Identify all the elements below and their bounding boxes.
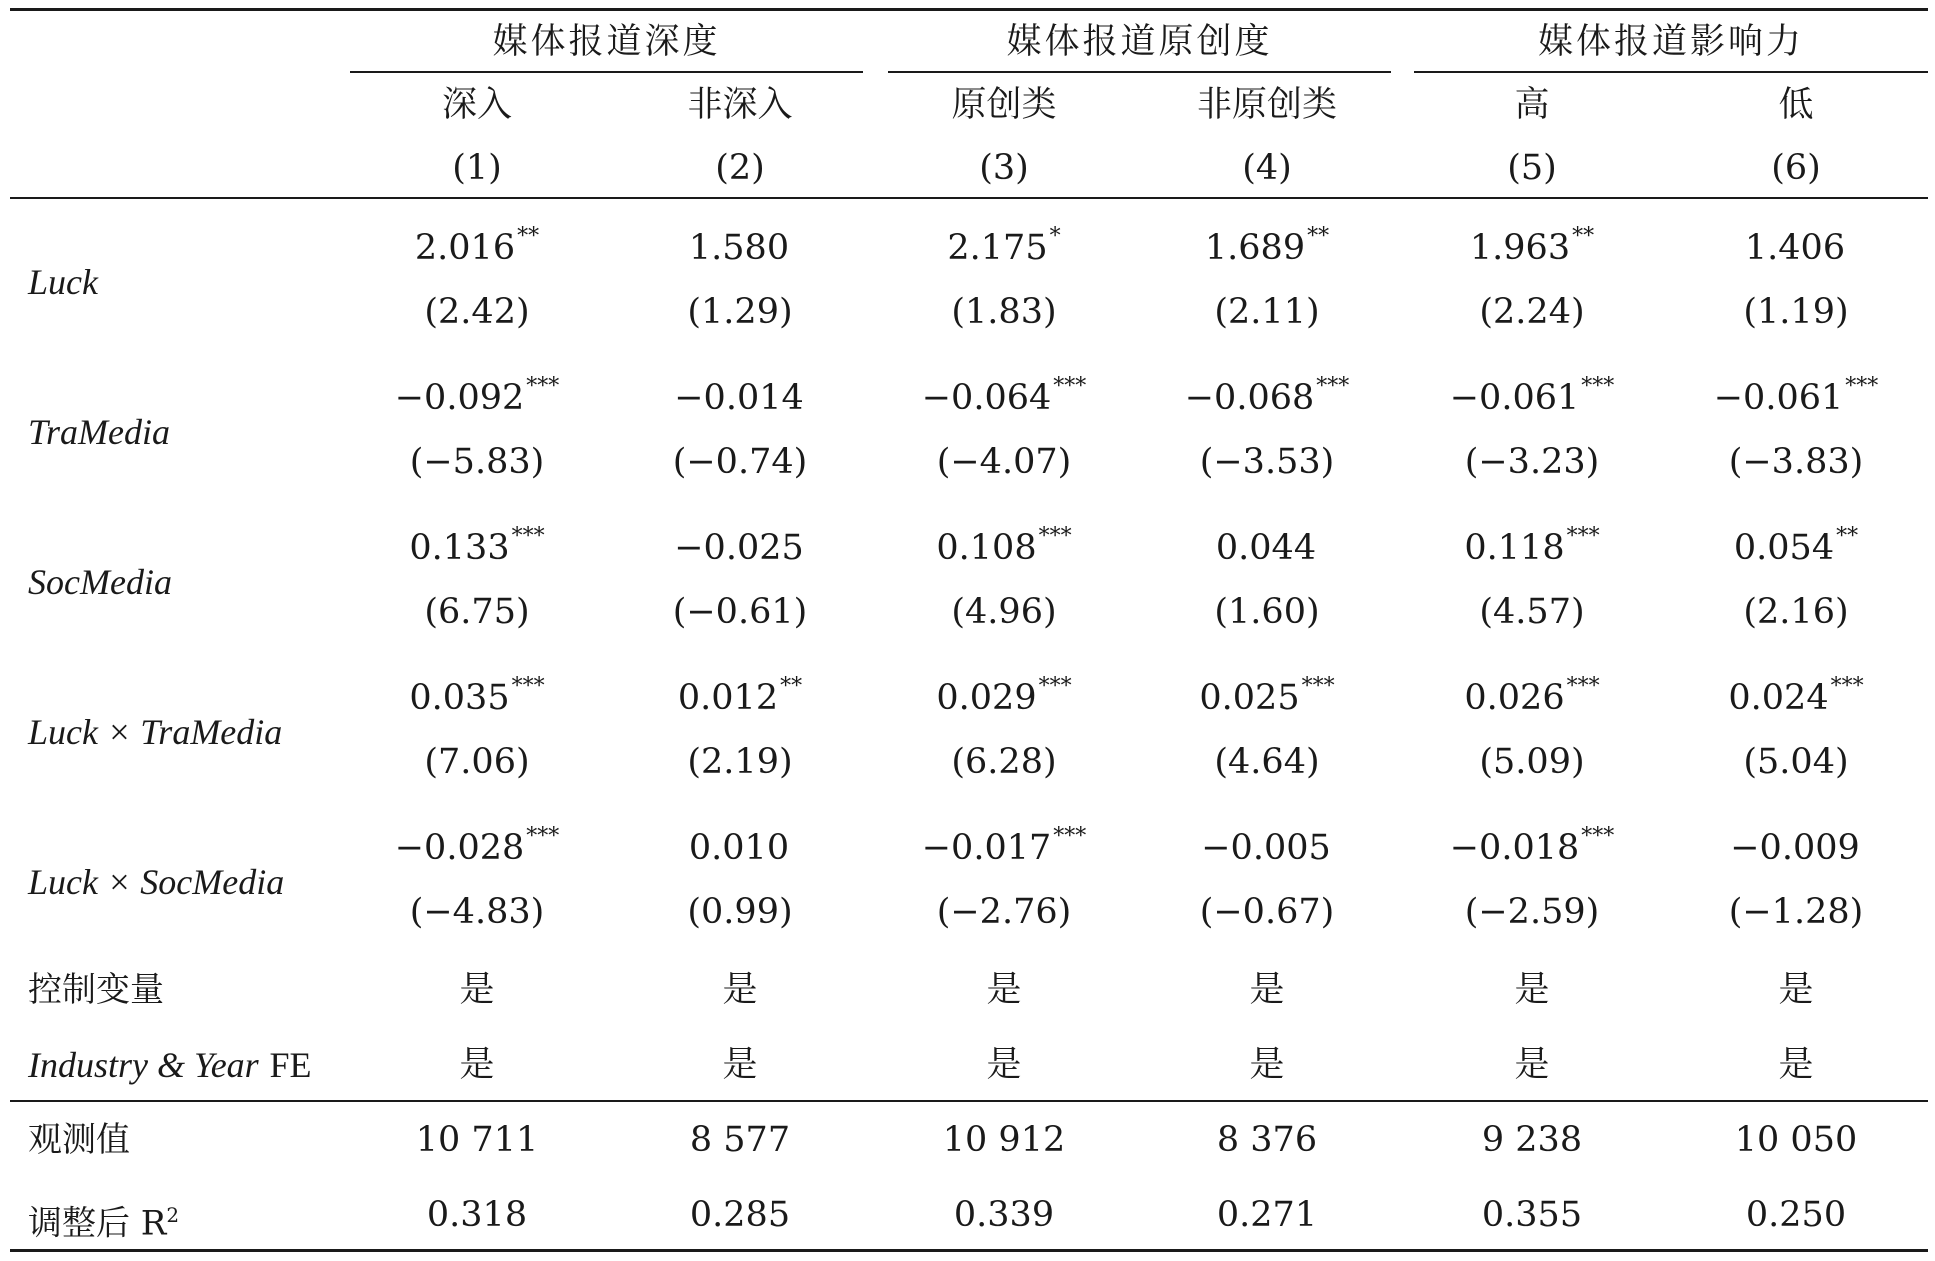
t-stat-cell: (1.29) (687, 292, 793, 332)
coefficient-value: 1.406 (1744, 228, 1846, 268)
controls-cell: 是 (1778, 970, 1814, 1010)
coefficient-cell (1142, 655, 1392, 719)
coefficient-cell (879, 505, 1129, 569)
coefficient-value: −0.028 (394, 828, 525, 868)
coefficient-value: 0.035 (409, 678, 510, 718)
coefficient-value: 0.108 (936, 528, 1037, 568)
coefficient-cell (615, 205, 865, 269)
coefficient-value: −0.061 (1713, 378, 1844, 418)
coefficient-cell (1671, 355, 1921, 419)
coefficient-value: −0.005 (1201, 828, 1331, 868)
coefficient-value: −0.064 (921, 378, 1052, 418)
adj-r2-label (28, 1183, 179, 1247)
column-number: (5) (1507, 148, 1557, 188)
t-stat-cell: (6.28) (951, 742, 1057, 782)
coefficient-cell (1407, 505, 1657, 569)
column-subheader: 非深入 (687, 85, 793, 125)
row-label: SocMedia (28, 562, 172, 602)
t-stat-cell: (2.19) (687, 742, 793, 782)
significance-stars: *** (1581, 824, 1615, 849)
t-stat-cell: (1.60) (1214, 592, 1320, 632)
significance-stars: *** (526, 824, 560, 849)
t-stat-cell: (2.16) (1743, 592, 1849, 632)
significance-stars: *** (1566, 524, 1600, 549)
coefficient-cell (879, 355, 1129, 419)
t-stat-cell: (5.09) (1479, 742, 1585, 782)
adj-r2-cell: 0.271 (1216, 1195, 1318, 1235)
coefficient-cell (352, 655, 602, 719)
coefficient-value: −0.017 (921, 828, 1052, 868)
adj-r2-cell: 0.339 (953, 1195, 1055, 1235)
adj-r2-superscript: 2 (166, 1203, 180, 1227)
bottom-rule (10, 1249, 1928, 1252)
coefficient-cell (879, 205, 1129, 269)
coefficient-value: 0.026 (1464, 678, 1565, 718)
t-stat-cell: (−3.83) (1728, 442, 1864, 482)
coefficient-value: 2.175 (947, 228, 1048, 268)
coefficient-value: −0.009 (1730, 828, 1860, 868)
adj-r2-cell: 0.250 (1745, 1195, 1847, 1235)
coefficient-value: 1.689 (1204, 228, 1306, 268)
significance-stars: ** (517, 224, 540, 249)
adj-r2-cell: 0.355 (1481, 1195, 1583, 1235)
coefficient-cell (879, 805, 1129, 869)
column-subheader: 原创类 (951, 85, 1057, 125)
coefficient-cell (1671, 505, 1921, 569)
coefficient-cell (1142, 805, 1392, 869)
adj-r2-cell: 0.318 (426, 1195, 528, 1235)
coefficient-value: 0.010 (688, 828, 790, 868)
observations-label: 观测值 (28, 1120, 130, 1160)
controls-cell: 是 (722, 970, 758, 1010)
t-stat-cell: (4.64) (1214, 742, 1320, 782)
t-stat-cell: (7.06) (424, 742, 530, 782)
observations-cell: 8 376 (1216, 1120, 1318, 1160)
controls-label: 控制变量 (28, 970, 164, 1010)
observations-cell: 9 238 (1481, 1120, 1583, 1160)
coefficient-cell (879, 655, 1129, 719)
t-stat-cell: (1.83) (951, 292, 1057, 332)
coefficient-cell (352, 355, 602, 419)
fe-cell: 是 (986, 1045, 1022, 1085)
coefficient-value: −0.092 (394, 378, 525, 418)
coefficient-cell (352, 505, 602, 569)
coefficient-cell (1142, 355, 1392, 419)
significance-stars: *** (1845, 374, 1879, 399)
significance-stars: *** (1053, 824, 1087, 849)
significance-stars: *** (1301, 674, 1335, 699)
coefficient-value: 0.044 (1215, 528, 1317, 568)
t-stat-cell: (−0.61) (672, 592, 808, 632)
t-stat-cell: (−2.76) (936, 892, 1072, 932)
t-stat-cell: (5.04) (1743, 742, 1849, 782)
coefficient-value: −0.014 (674, 378, 804, 418)
t-stat-cell: (1.19) (1743, 292, 1849, 332)
coefficient-value: −0.025 (674, 528, 804, 568)
t-stat-cell: (6.75) (424, 592, 530, 632)
column-number: (2) (715, 148, 765, 188)
significance-stars: ** (1836, 524, 1859, 549)
coefficient-value: −0.061 (1449, 378, 1580, 418)
fe-label-roman: FE (269, 1045, 312, 1085)
adj-r2-text: 调整后 R (28, 1203, 167, 1244)
significance-stars: *** (1830, 674, 1864, 699)
mid-rule (10, 1100, 1928, 1102)
fe-cell: 是 (1514, 1045, 1550, 1085)
significance-stars: *** (511, 674, 545, 699)
row-label: Luck × TraMedia (28, 712, 283, 752)
column-subheader: 低 (1778, 85, 1814, 125)
t-stat-cell: (−0.67) (1199, 892, 1335, 932)
coefficient-cell (1407, 205, 1657, 269)
significance-stars: *** (1566, 674, 1600, 699)
t-stat-cell: (−3.23) (1464, 442, 1600, 482)
significance-stars: *** (1581, 374, 1615, 399)
significance-stars: ** (1572, 224, 1595, 249)
t-stat-cell: (−2.59) (1464, 892, 1600, 932)
coefficient-cell (615, 355, 865, 419)
coefficient-value: 1.580 (688, 228, 790, 268)
controls-cell: 是 (1249, 970, 1285, 1010)
column-number: (1) (452, 148, 502, 188)
coefficient-cell (352, 805, 602, 869)
coefficient-value: 0.054 (1733, 528, 1835, 568)
t-stat-cell: (−4.07) (936, 442, 1072, 482)
significance-stars: *** (511, 524, 545, 549)
coefficient-value: 0.025 (1199, 678, 1300, 718)
t-stat-cell: (−3.53) (1199, 442, 1335, 482)
column-subheader: 非原创类 (1196, 85, 1337, 125)
coefficient-cell (615, 505, 865, 569)
coefficient-value: 1.963 (1469, 228, 1571, 268)
significance-stars: *** (1053, 374, 1087, 399)
controls-cell: 是 (986, 970, 1022, 1010)
significance-stars: *** (1038, 524, 1072, 549)
fe-cell: 是 (1249, 1045, 1285, 1085)
group-header-depth: 媒体报道深度 (492, 22, 721, 62)
fe-label-italic: Industry & Year (28, 1045, 259, 1085)
adj-r2-cell: 0.285 (689, 1195, 791, 1235)
observations-cell: 10 912 (942, 1120, 1066, 1160)
controls-cell: 是 (1514, 970, 1550, 1010)
coefficient-cell (1671, 805, 1921, 869)
observations-cell: 10 050 (1734, 1120, 1858, 1160)
t-stat-cell: (0.99) (687, 892, 793, 932)
row-label: TraMedia (28, 412, 171, 452)
significance-stars: *** (1038, 674, 1072, 699)
t-stat-cell: (4.57) (1479, 592, 1585, 632)
coefficient-cell (1407, 355, 1657, 419)
coefficient-value: 2.016 (414, 228, 516, 268)
coefficient-cell (1671, 655, 1921, 719)
t-stat-cell: (−0.74) (672, 442, 808, 482)
fe-label (28, 1033, 312, 1097)
coefficient-value: 0.012 (677, 678, 779, 718)
coefficient-cell (1407, 655, 1657, 719)
row-label: Luck × SocMedia (28, 862, 285, 902)
coefficient-cell (615, 655, 865, 719)
t-stat-cell: (2.11) (1214, 292, 1320, 332)
significance-stars: ** (1307, 224, 1330, 249)
coefficient-value: 0.029 (936, 678, 1037, 718)
coefficient-cell (352, 205, 602, 269)
t-stat-cell: (2.42) (424, 292, 530, 332)
column-number: (3) (979, 148, 1029, 188)
coefficient-cell (1142, 205, 1392, 269)
significance-stars: *** (526, 374, 560, 399)
t-stat-cell: (4.96) (951, 592, 1057, 632)
coefficient-cell (1142, 505, 1392, 569)
coefficient-cell (1671, 205, 1921, 269)
group-header-originality: 媒体报道原创度 (1006, 22, 1273, 62)
coefficient-cell (1407, 805, 1657, 869)
t-stat-cell: (2.24) (1479, 292, 1585, 332)
significance-stars: ** (780, 674, 803, 699)
column-subheader: 高 (1514, 85, 1550, 125)
coefficient-value: 0.024 (1728, 678, 1829, 718)
t-stat-cell: (−4.83) (409, 892, 545, 932)
fe-cell: 是 (722, 1045, 758, 1085)
row-label: Luck (28, 262, 98, 302)
group-header-influence: 媒体报道影响力 (1537, 22, 1804, 62)
significance-stars: *** (1316, 374, 1350, 399)
significance-stars: * (1049, 224, 1061, 249)
coefficient-value: −0.068 (1184, 378, 1315, 418)
column-number: (6) (1771, 148, 1821, 188)
controls-cell: 是 (459, 970, 495, 1010)
column-subheader: 深入 (441, 85, 512, 125)
t-stat-cell: (−1.28) (1728, 892, 1864, 932)
coefficient-cell (615, 805, 865, 869)
observations-cell: 10 711 (415, 1120, 539, 1160)
coefficient-value: 0.133 (409, 528, 510, 568)
column-number: (4) (1242, 148, 1292, 188)
coefficient-value: 0.118 (1464, 528, 1565, 568)
observations-cell: 8 577 (689, 1120, 791, 1160)
fe-cell: 是 (1778, 1045, 1814, 1085)
coefficient-value: −0.018 (1449, 828, 1580, 868)
t-stat-cell: (−5.83) (409, 442, 545, 482)
fe-cell: 是 (459, 1045, 495, 1085)
